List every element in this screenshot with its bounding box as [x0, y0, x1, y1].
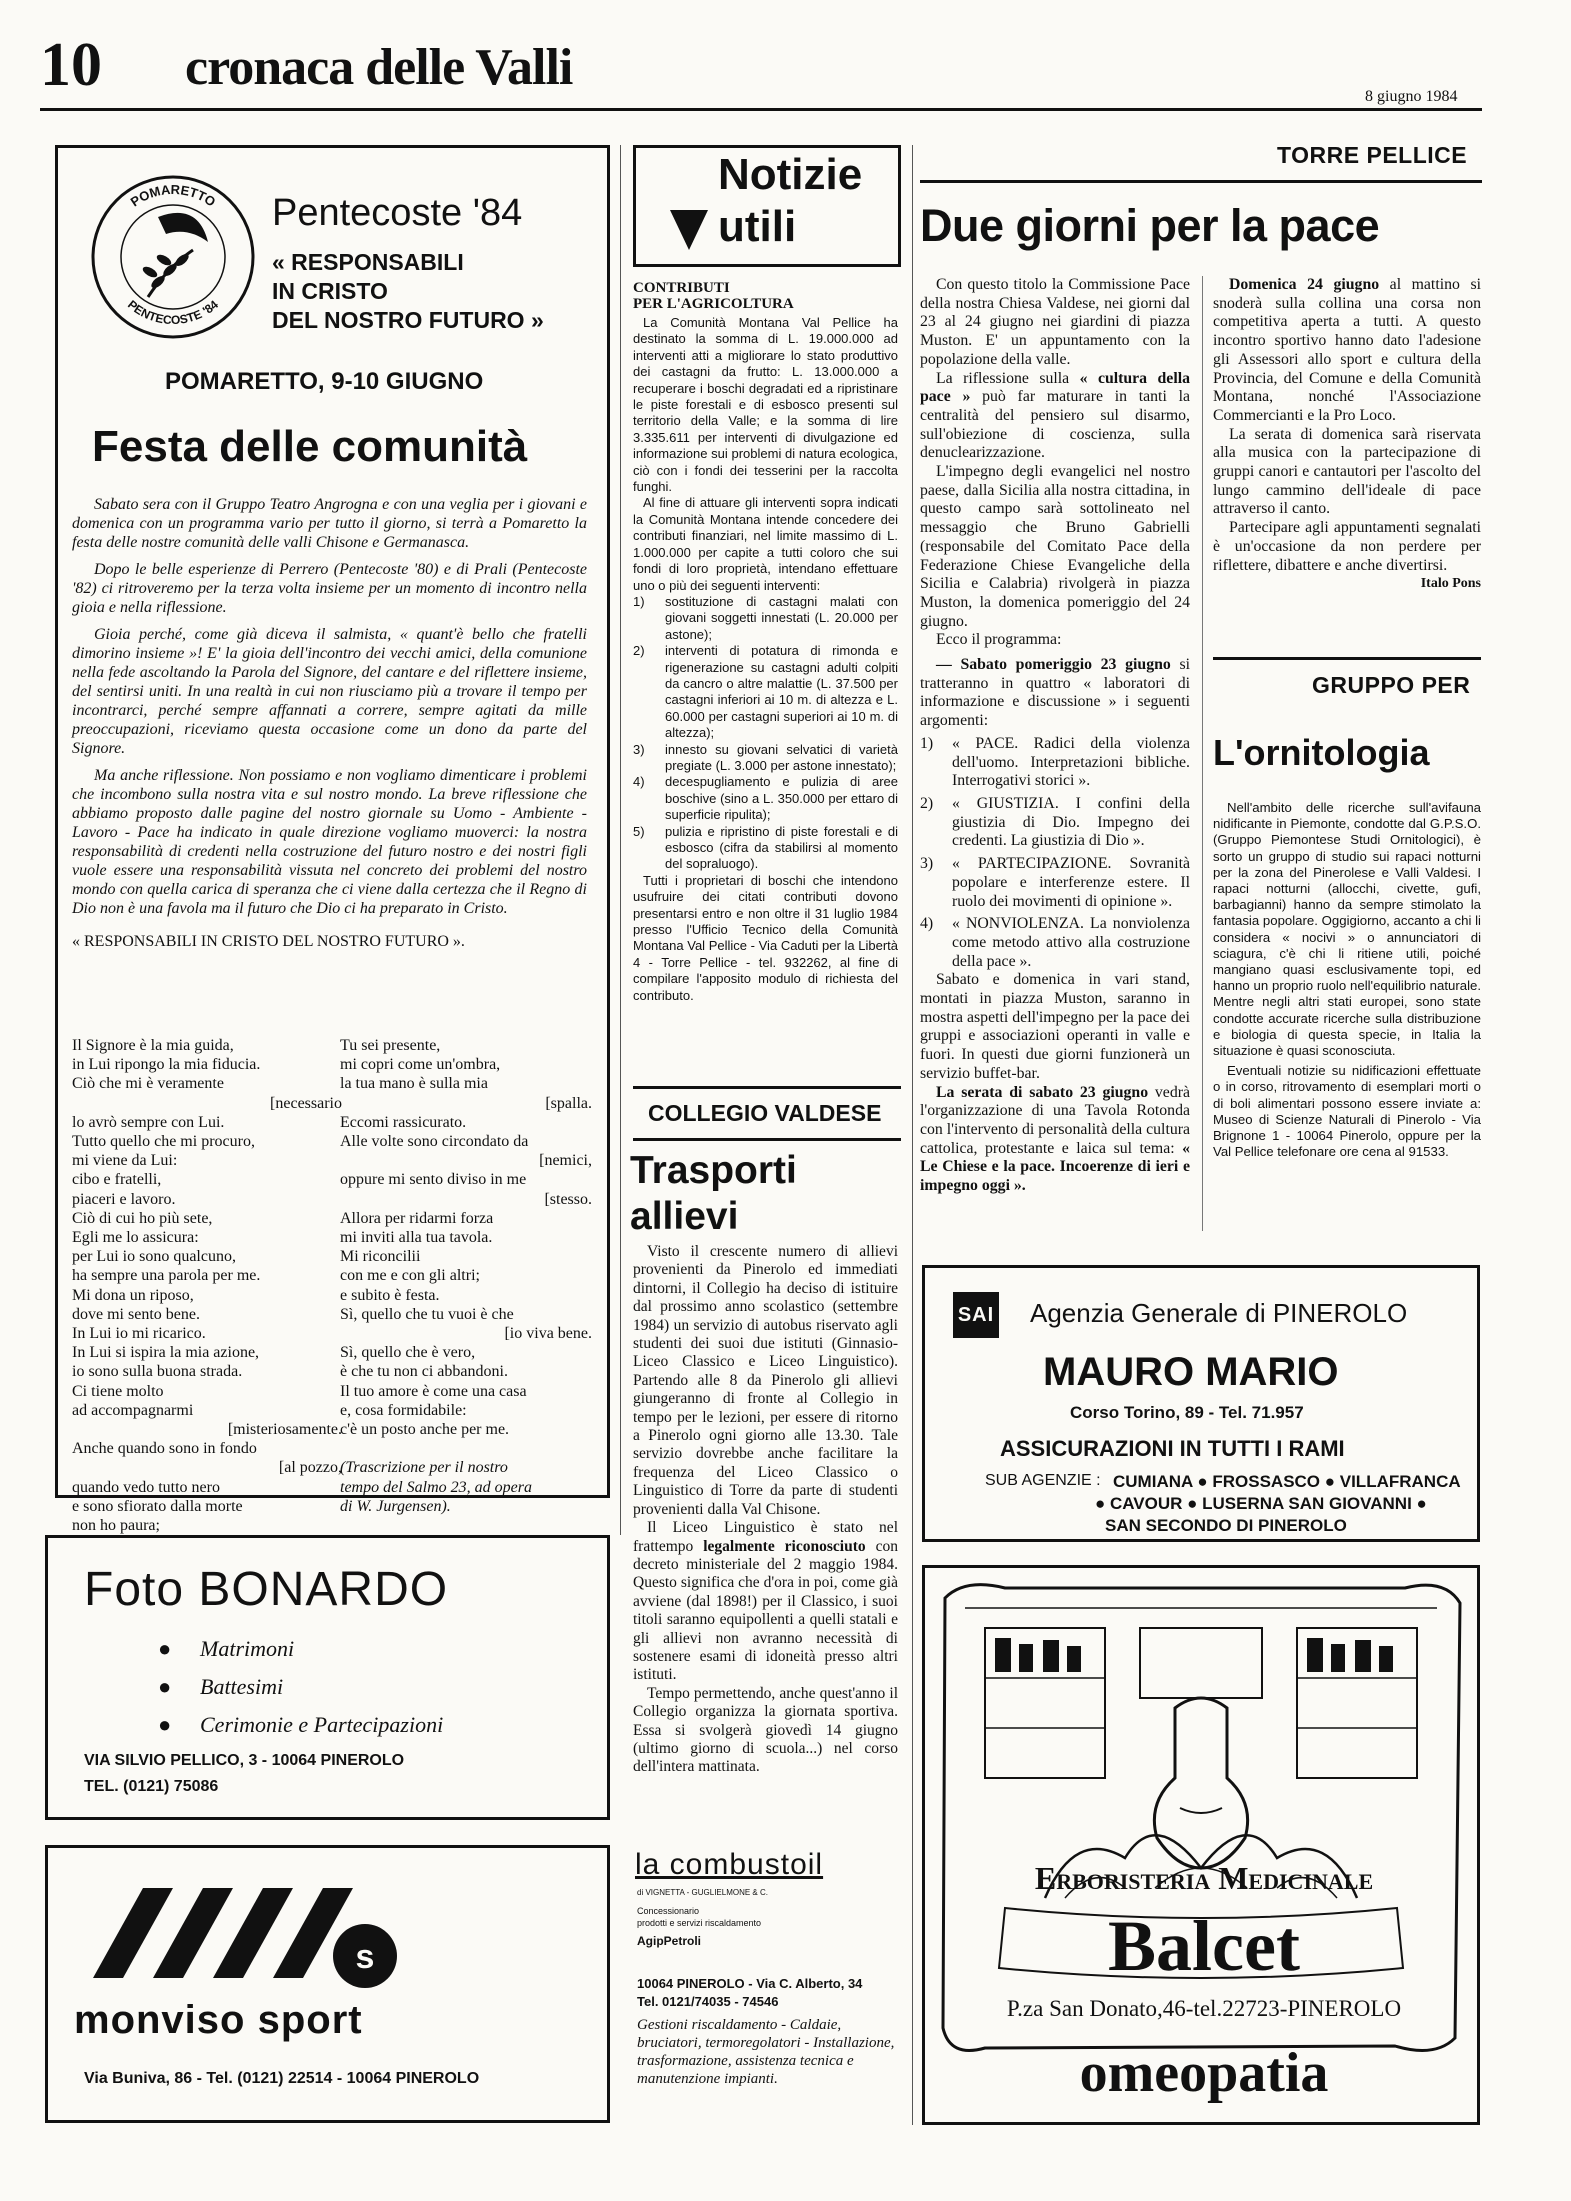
trasporti-paragraph: Tempo permettendo, anche quest'anno il Collegio organizza la giornata sportiva. Essa si svolgerà giovedì 14 giugno (ultimo giorno di scuola...) nel corso dell'intera mattinata.: [633, 1684, 898, 1776]
down-triangle-icon: [670, 210, 708, 250]
psalm-line: Egli me lo assicura:: [72, 1229, 199, 1247]
column-rule: [912, 145, 913, 2125]
item-text: innesto su giovani selvatici di varietà pregiate (L. 3.000 per astone innestato);: [665, 741, 898, 773]
notizie-title-line1: Notizie: [718, 150, 863, 199]
subtitle-line: DEL NOSTRO FUTURO »: [272, 307, 544, 333]
psalm-line: Il Signore è la mia guida,: [72, 1037, 234, 1054]
subtitle-line: « RESPONSABILI: [272, 249, 464, 275]
psalm-line: Tu sei presente,: [340, 1037, 441, 1054]
logo-text-bottom: PENTECOSTE '84: [125, 297, 221, 328]
psalm-line: e subito è festa.: [340, 1286, 440, 1304]
psalm-line: Sì, quello che tu vuoi è che: [340, 1305, 514, 1323]
psalm-line: Il tuo amore è come una casa: [340, 1382, 527, 1400]
combustoil-owners: di VIGNETTA - GUGLIELMONE & C.: [637, 1888, 768, 1897]
psalm-line: Ciò di cui ho più sete,: [72, 1209, 213, 1227]
torre-gap-rule: [1202, 276, 1203, 1231]
ornitologia-rule: [1213, 657, 1481, 660]
psalm-line: oppure mi sento diviso in me: [340, 1171, 527, 1189]
psalm-line: dove mi sento bene.: [72, 1305, 200, 1323]
masthead: cronaca delle Valli: [185, 39, 573, 96]
erboristeria-ad: [922, 1565, 1480, 2125]
omeopatia: omeopatia: [1079, 2042, 1329, 2104]
psalm-line: e sono sfiorato dalla morte: [72, 1497, 243, 1515]
psalm-line: di W. Jurgensen).: [340, 1497, 451, 1515]
item-number: 4): [920, 915, 934, 933]
erboristeria-title: Erboristeria Medicinale: [1034, 1860, 1374, 1896]
torre-paragraph: La riflessione sulla « cultura della pace » può far maturare in tanti la centralità del pensiero sul disarmo, sull'obiezione di coscienza, sulla denuclearizzazione.: [920, 369, 1190, 462]
psalm-right-column: [340, 1036, 592, 1516]
item-text: decespugliamento e pulizia di aree boschive (sino a L. 350.000 per ettaro di superficie ripulita);: [665, 774, 898, 823]
subhead-line: CONTRIBUTI: [633, 280, 730, 296]
psalm-line: non ho paura;: [72, 1517, 160, 1535]
sai-ad: [922, 1265, 1480, 1542]
torre-paragraph: Domenica 24 giugno al mattino si snoderà sulla collina una corsa non competitiva aperta a tutti. A questo incontro sportivo hanno dato l'adesione gli Assessori allo sport e cultura della Provincia, del Comune e della Comunità Montana, nonché l'Associazione Commercianti e la Pro Loco.: [1213, 276, 1481, 424]
page-date: 8 giugno 1984: [1365, 88, 1458, 105]
item-text: « PARTECIPAZIONE. Sovranità popolare e interferenze estere. Il ruolo dei movimenti di opinione ».: [952, 855, 1190, 910]
contributi-paragraph: Al fine di attuare gli interventi sopra indicati la Comunità Montana intende concedere dei contributi finanziari, nel limite massimo di L. 1.000.000 per capite a tutti coloro che sui fondi di loro proprietà, intendano effettuare uno o più dei seguenti interventi:: [633, 495, 898, 593]
psalm-line: [stesso.: [544, 1190, 592, 1208]
bonardo-service-item: ● Battesimi: [148, 1674, 588, 1700]
ornitologia-section-label: GRUPPO PER: [1312, 672, 1471, 698]
torre-paragraph: Partecipare agli appuntamenti segnalati è un'occasione da non perdere per riflettere, dibattere e anche divertirsi.: [1213, 519, 1481, 574]
psalm-line: Mi dona un riposo,: [72, 1286, 194, 1304]
torre-paragraph: Ecco il programma:: [936, 631, 1062, 649]
combustoil-tag2: prodotti e servizi riscaldamento: [637, 1918, 762, 1928]
bonardo-phone: TEL. (0121) 75086: [84, 1778, 219, 1795]
svg-text:s: s: [355, 1938, 375, 1976]
psalm-line: e, cosa formidabile:: [340, 1401, 467, 1419]
festa-paragraph: Ma anche riflessione. Non possiamo e non vogliamo dimenticare i problemi che incombono sulla nostra vita e sul nostro mondo. La breve riflessione che abbiamo proposto dalle pagine del nostro giornale su Uomo - Ambiente - Lavoro - Pace ha indicato in quale direzione vogliamo muoverci: la nostra responsabilità di credenti nella costruzione del futuro nostro e dei nostri figli vuole essere una responsabilità vissuta nel concreto dei problemi del nostro mondo con quella carica di speranza che ci viene dalla certezza che il Regno di Dio non è una favola ma il futuro che Dio ci ha preparato in Cristo.: [72, 767, 587, 917]
psalm-line: (Trascrizione per il nostro: [340, 1459, 508, 1477]
item-text: « NONVIOLENZA. La nonviolenza come metodo attivo alla costruzione della pace ».: [952, 915, 1190, 970]
contributi-paragraph: Tutti i proprietari di boschi che intendono usufruire dei citati contributi dovono presentarsi entro e non oltre il 31 luglio 1984 presso l'Ufficio Tecnico della Comunità Montana Val Pellice - Via Caduti per la Libertà 4 - Torre Pellice - tel. 932262, al fine di compilare l'apposito modulo di richiesta del contributo.: [633, 872, 898, 1003]
ornitologia-paragraph: Eventuali notizie su nidificazioni effettuate o in corso, ritrovamento di esemplari morti o di boli alimentari possono essere inviate a: Museo di Scienze Naturali di Pinerolo - Via Brignone 1 - 10064 Pinerolo, oppure per la Val Pellice telefonare ore cena al 91533.: [1213, 1063, 1481, 1160]
notizie-title-line2: utili: [718, 202, 797, 251]
sai-agency: Agenzia Generale di PINEROLO: [1030, 1298, 1408, 1328]
psalm-line: Eccomi rassicurato.: [340, 1113, 467, 1131]
item-number: 2): [920, 794, 934, 812]
contributi-item: [633, 742, 898, 775]
contributi-item: [633, 824, 898, 873]
contributi-item: [633, 643, 898, 741]
erboristeria-name: Balcet: [1108, 1906, 1300, 1986]
psalm-line: la tua mano è sulla mia: [340, 1075, 488, 1093]
psalm-line: In Lui si ispira la mia azione,: [72, 1344, 260, 1362]
bonardo-ad: [45, 1535, 610, 1820]
psalm-line: quando vedo tutto nero: [72, 1478, 220, 1496]
combustoil-services: Gestioni riscaldamento - Caldaie, bruciatori, termoregolatori - Installazione, trasformazione, assistenza tecnica e manutenzione impianti.: [637, 2017, 895, 2087]
psalm-line: Mi riconcilii: [340, 1248, 421, 1266]
psalm-line: Ciò che mi è veramente: [72, 1075, 224, 1093]
combustoil-phone: Tel. 0121/74035 - 74546: [637, 1994, 779, 2009]
item-number: 1): [920, 734, 934, 752]
bonardo-service-item: ● Matrimoni: [148, 1636, 588, 1662]
item-text: « PACE. Radici della violenza dell'uomo. Interpretazioni bibliche. Interrogativi storici ».: [952, 734, 1190, 790]
sai-slogan: ASSICURAZIONI IN TUTTI I RAMI: [1000, 1436, 1345, 1461]
logo-text-top: POMARETTO: [127, 181, 219, 210]
contributi-subhead: [633, 280, 794, 312]
psalm-line: In Lui io mi ricarico.: [72, 1325, 206, 1343]
torre-paragraph: L'impegno degli evangelici nel nostro paese, dalla Sicilia alla nostra cittadina, in questo campo sarà sottolineato nel messaggio che Bruno Gabrielli (responsabile del Comitato Pace della Federazione Chiese Evangeliche della Sicilia e Calabria) rivolgerà in piazza Muston, la domenica pomeriggio del 24 giugno.: [920, 463, 1190, 630]
psalm-line: [misteriosamente.: [227, 1421, 342, 1439]
headline-line: Trasporti: [630, 1149, 797, 1192]
contributi-item: [633, 594, 898, 643]
ornitologia-article: [1213, 800, 1481, 1160]
combustoil-name: la combustoil: [635, 1848, 824, 1881]
item-text: interventi di potatura di rimonda e rigenerazione su castagni adulti colpiti da cancro o altre malattie (L. 37.500 per castagni inferiori ai 10 m. di altezza e L. 60.000 per castagni superiori ai 10 m. di altezza);: [665, 643, 898, 741]
pomaretto-logo: [88, 172, 258, 342]
psalm-line: è che tu non ci abbandoni.: [340, 1363, 508, 1381]
trasporti-paragraph: Visto il crescente numero di allievi provenienti da Pinerolo ed immediati dintorni, il Collegio ha deciso di istituire dal prossimo anno scolastico (settembre 1984) un servizio di autobus riservato agli studenti dei suoi due istituti (Ginnasio-Liceo Classico e Liceo Linguistico). Partendo alle 8 da Pinerolo gli allievi giungeranno di fronte al Collegio in tempo per le lezioni, per essere di ritorno a Pinerolo ogni giorno alle 13.30. Tale servizio dovrebbe anche facilitare la frequenza del Liceo Classico o Linguistico di Torre da parte di studenti provenienti dalla Val Chisone.: [633, 1243, 898, 1518]
item-number: 4): [633, 774, 645, 790]
bonardo-address: VIA SILVIO PELLICO, 3 - 10064 PINEROLO: [84, 1752, 405, 1769]
psalm-line: [al pozzo,: [278, 1459, 342, 1477]
bonardo-title: Foto BONARDO: [84, 1563, 449, 1616]
psalm-line: [spalla.: [545, 1094, 592, 1112]
psalm-line: [necessario: [270, 1094, 342, 1112]
torre-headline: Due giorni per la pace: [920, 200, 1380, 251]
psalm-line: piaceri e lavoro.: [72, 1190, 176, 1208]
contributi-article: [633, 315, 898, 1004]
item-text: pulizia e ripristino di piste forestali e di esbosco (cifra da stabilirsi al momento del sopraluogo).: [665, 823, 898, 872]
ornitologia-headline: L'ornitologia: [1213, 732, 1430, 773]
torre-item: [920, 735, 1190, 791]
headline-line: allievi: [630, 1195, 739, 1238]
monviso-name: monviso sport: [74, 1998, 363, 2042]
psalm-line: lo avrò sempre con Lui.: [72, 1113, 225, 1131]
combustoil-address: 10064 PINEROLO - Via C. Alberto, 34: [637, 1976, 863, 1991]
monviso-ad: [45, 1845, 610, 2123]
sai-sub-line1: CUMIANA ● FROSSASCO ● VILLAFRANCA: [1113, 1472, 1461, 1491]
place-date: POMARETTO, 9-10 GIUGNO: [165, 368, 484, 395]
sai-logo: SAI: [953, 1292, 999, 1338]
sai-sub-line3: SAN SECONDO DI PINEROLO: [1105, 1516, 1347, 1535]
sai-name: MAURO MARIO: [1043, 1350, 1339, 1394]
psalm-line: ha sempre una parola per me.: [72, 1267, 261, 1285]
torre-paragraph: Sabato e domenica in vari stand, montati in piazza Muston, saranno in mostra aspetti dell'impegno per la pace dei gruppi e associazioni operanti in valle e fuori. In questi due giorni funzionerà un servizio buffet-bar.: [920, 971, 1190, 1082]
psalm-line: Alle volte sono circondato da: [340, 1133, 529, 1151]
torre-article-col1: [920, 276, 1190, 1196]
psalm-left-column: [72, 1036, 342, 1535]
trasporti-article: [633, 1243, 898, 1777]
festa-headline: Festa delle comunità: [92, 422, 528, 471]
sai-address: Corso Torino, 89 - Tel. 71.957: [1070, 1403, 1304, 1422]
item-number: 3): [920, 855, 934, 873]
psalm-line: [340, 1439, 592, 1458]
festa-motto: « RESPONSABILI IN CRISTO DEL NOSTRO FUTURO ».: [72, 933, 465, 950]
trasporti-paragraph: Il Liceo Linguistico è stato nel frattempo legalmente riconosciuto con decreto ministeriale del 2 maggio 1984. Questo significa che d'ora in poi, come già avviene (dal 1898!) per il Classico, i suoi titoli saranno equipollenti a quelli statali e gli allievi non avranno necessità di sostenere esami di idoneità presso altri istituti.: [633, 1519, 898, 1684]
torre-item: [920, 855, 1190, 911]
sai-sub-label: SUB AGENZIE :: [985, 1472, 1101, 1489]
torre-item: [920, 915, 1190, 971]
collegio-section-label: COLLEGIO VALDESE: [648, 1100, 882, 1126]
monviso-logo-graphic: [83, 1868, 413, 1988]
psalm-line: Tutto quello che mi procuro,: [72, 1133, 255, 1151]
psalm-line: per Lui io sono qualcuno,: [72, 1248, 236, 1266]
torre-author: Italo Pons: [1420, 576, 1481, 592]
psalm-line: tempo del Salmo 23, ad opera: [340, 1478, 532, 1496]
item-number: 5): [633, 823, 645, 839]
psalm-line: con me e con gli altri;: [340, 1267, 480, 1285]
torre-rule: [920, 180, 1482, 183]
erboristeria-address: P.za San Donato,46-tel.22723-PINEROLO: [1006, 1996, 1402, 2021]
contributi-paragraph: La Comunità Montana Val Pellice ha destinato la somma di L. 19.000.000 ad interventi atti a migliorare lo stato produttivo dei castagni da frutto: L. 13.000.000 a recuperare i boschi degradati ed a ripristinare le piste forestali e di esbosco presenti sul territorio della Valle; e la somma di lire 3.335.611 per interventi di divulgazione ed informazione sui problemi di natura ecologica, ciò con i fondi dei tesserini per la raccolta funghi.: [633, 315, 898, 495]
item-number: 3): [633, 741, 645, 757]
psalm-line: cibo e fratelli,: [72, 1171, 162, 1189]
festa-paragraph: Sabato sera con il Gruppo Teatro Angrogna e con una veglia per i giovani e domenica con un programma vario per tutto il giorno, si terrà a Pomaretto la festa delle nostre comunità delle valli Chisone e Germanasca.: [72, 496, 587, 551]
notizie-title-box: [633, 145, 901, 267]
torre-paragraph: La serata di sabato 23 giugno vedrà l'organizzazione di una Tavola Rotonda con l'intervento di personalità della cultura cattolica, protestante e laica sul tema: « Le Chiese e la pace. Incoerenze di ieri e impegno oggi ».: [920, 1083, 1190, 1195]
torre-paragraph: La serata di domenica sarà riservata alla musica con la partecipazione di gruppi canori e cantautori per l'ascolto del lungo cammino dell'ideale di pace attraverso il canto.: [1213, 425, 1481, 518]
item-number: 1): [633, 593, 645, 609]
psalm-line: Ci tiene molto: [72, 1382, 164, 1400]
torre-paragraph: — Sabato pomeriggio 23 giugno si tratteranno in quattro « laboratori di informazione e discussione » i seguenti argomenti:: [920, 656, 1190, 730]
psalm-line: io sono sulla buona strada.: [72, 1363, 243, 1381]
psalm-line: Anche quando sono in fondo: [72, 1440, 257, 1458]
svg-text:PENTECOSTE '84: [125, 297, 221, 327]
psalm-line: ad accompagnarmi: [72, 1401, 194, 1419]
subhead-line: PER L'AGRICOLTURA: [633, 296, 794, 312]
contributi-item: [633, 774, 898, 823]
header-rule: [40, 108, 1482, 111]
pentecoste-subtitle: [272, 248, 544, 335]
torre-article-col2: [1213, 276, 1481, 594]
festa-paragraph: Dopo le belle esperienze di Perrero (Pentecoste '80) e di Prali (Pentecoste '82) ci ritroveremo per la terza volta insieme per un momento di incontro nella gioia e nella riflessione.: [72, 561, 587, 616]
psalm-line: [nemici,: [539, 1152, 592, 1170]
torre-paragraph: Con questo titolo la Commissione Pace della nostra Chiesa Valdese, nei giorni dal 23 al 24 giugno nei giardini di piazza Muston. E' un appuntamento con la popolazione della valle.: [920, 276, 1190, 368]
ornitologia-paragraph: Nell'ambito delle ricerche sull'avifauna nidificante in Piemonte, condotte dal G.P.S.O. (Gruppo Piemontese Studi Ornitologici), è sorto un gruppo di studio sui rapaci notturni per la zona del Pinerolese e Valli Valdesi. I rapaci notturni (allocchi, civette, gufi, barbagianni) hanno da sempre stimolato la fantasia popolare. Oggigiorno, accanto a chi li considera « nocivi » o annunciatori di sciagura, c'è chi li ritiene utili, poiché mangiano quasi esclusivamente topi, ed hanno un proprio ruolo nell'equilibrio naturale. Mentre negli altri stati europei, sono state condotte accurate ricerche sulla distribuzione e biologia di questa specie, in Italia la situazione è quasi sconosciuta.: [1213, 800, 1481, 1059]
psalm-line: c'è un posto anche per me.: [340, 1421, 510, 1439]
collegio-top-rule: [633, 1086, 901, 1089]
psalm-line: Sì, quello che è vero,: [340, 1344, 476, 1362]
agip-brand: AgipPetroli: [637, 1934, 702, 1948]
collegio-bottom-rule: [633, 1138, 901, 1141]
bonardo-service-item: ● Cerimonie e Partecipazioni: [148, 1712, 588, 1738]
trasporti-headline: [630, 1148, 797, 1240]
psalm-line: mi inviti alla tua tavola.: [340, 1229, 493, 1247]
bonardo-services: [148, 1636, 588, 1750]
psalm-line: mi viene da Lui:: [72, 1152, 178, 1170]
psalm-line: [io viva bene.: [504, 1325, 592, 1343]
page-number: 10: [40, 31, 102, 99]
torre-section-label: TORRE PELLICE: [1277, 142, 1468, 168]
subtitle-line: IN CRISTO: [272, 278, 388, 304]
column-rule: [620, 145, 621, 1535]
monviso-address: Via Buniva, 86 - Tel. (0121) 22514 - 10064 PINEROLO: [84, 2070, 480, 2087]
festa-article: [72, 495, 587, 951]
psalm-line: mi copri come un'ombra,: [340, 1056, 501, 1074]
item-number: 2): [633, 643, 645, 659]
psalm-line: Allora per ridarmi forza: [340, 1209, 494, 1227]
festa-paragraph: Gioia perché, come già diceva il salmista, « quant'è bello che fratelli dimorino insieme »! E' la gioia dell'incontro dei vecchi amici, della comunione nella fede ascoltando la Parola del Signore, del cantare e del riflettere insieme, del sentirsi uniti. In una realtà in cui non riusciamo più a trovare il tempo per incontrarci, perché sempre affannati a correre, sempre agitati da mille preoccupazioni, riceviamo questa occasione come un dono da parte del Signore.: [72, 626, 587, 757]
pentecoste-title: Pentecoste '84: [272, 192, 523, 234]
item-text: sostituzione di castagni malati con giovani soggetti innestati (L. 20.000 per astone);: [665, 593, 898, 642]
combustoil-ad: [633, 1848, 901, 2118]
item-text: « GIUSTIZIA. I confini della giustizia di Dio. Impegno dei credenti. La giustizia di Dio ».: [952, 794, 1190, 850]
sai-sub-line2: ● CAVOUR ● LUSERNA SAN GIOVANNI ●: [1095, 1494, 1427, 1513]
psalm-line: in Lui ripongo la mia fiducia.: [72, 1056, 261, 1074]
torre-item: [920, 795, 1190, 851]
combustoil-tag1: Concessionario: [637, 1906, 700, 1916]
